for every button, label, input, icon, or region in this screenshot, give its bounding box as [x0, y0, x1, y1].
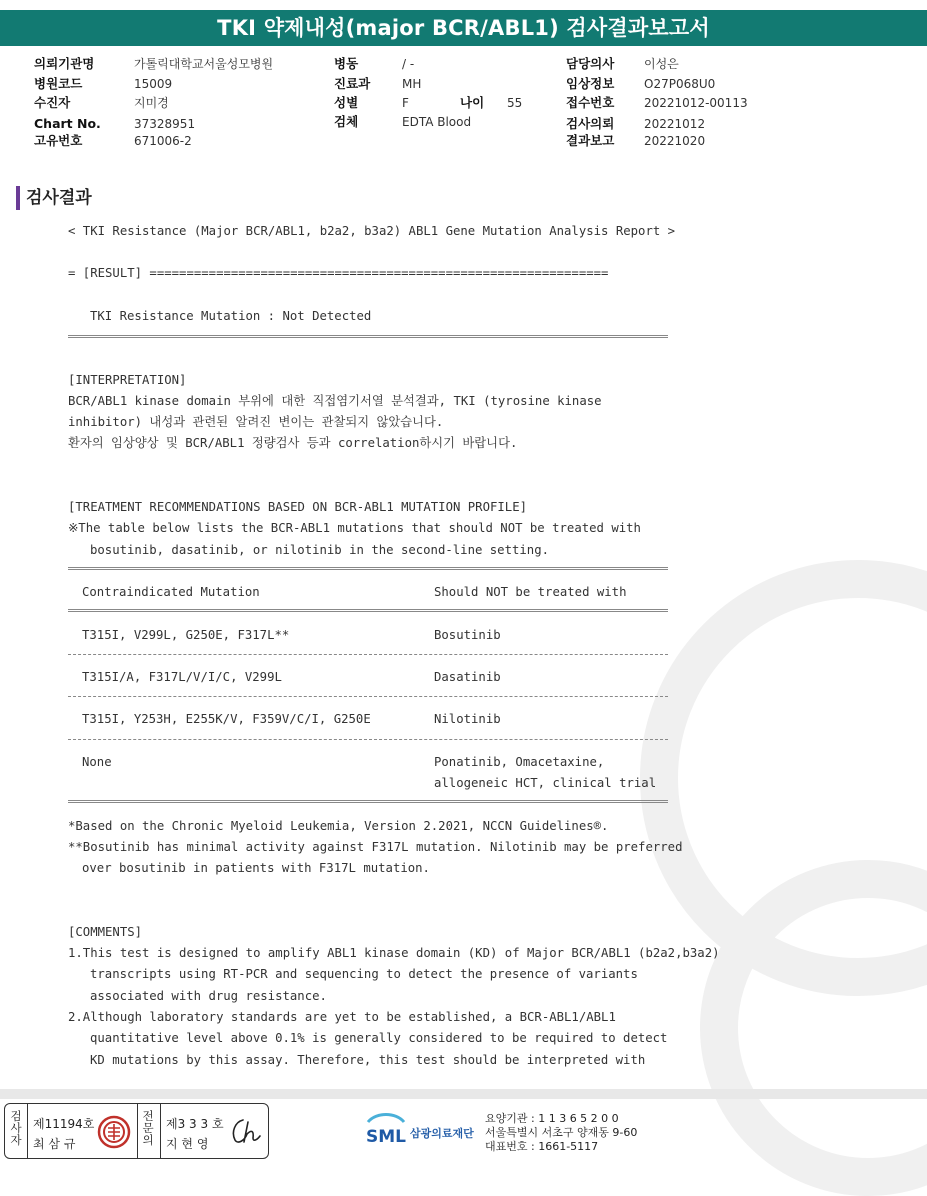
tester-label: 검사자: [10, 1109, 22, 1147]
interpretation-line: 환자의 임상양상 및 BCR/ABL1 정량검사 등과 correlation하시기 바랍니다.: [68, 436, 518, 450]
interpretation-line: BCR/ABL1 kinase domain 부위에 대한 직접염기서열 분석결과, TKI (tyrosine kinase: [68, 394, 602, 408]
hdr-label: 병동: [334, 56, 359, 71]
hdr-label: Chart No.: [34, 116, 101, 131]
hdr-label: 의뢰기관명: [34, 56, 95, 71]
hdr-label: 고유번호: [34, 133, 83, 148]
table-header-drug: Should NOT be treated with: [434, 585, 627, 599]
hdr-label: 검사의뢰: [566, 116, 615, 131]
footnote: *Based on the Chronic Myeloid Leukemia, Version 2.2021, NCCN Guidelines®.: [68, 819, 609, 833]
hdr-value: 20221012-00113: [644, 96, 748, 110]
treatment-note: bosutinib, dasatinib, or nilotinib in the second-line setting.: [90, 543, 550, 557]
table-cell-drug: allogeneic HCT, clinical trial: [434, 776, 657, 790]
reviewer-label: 전문의: [142, 1109, 154, 1147]
hdr-value: 지미경: [134, 96, 169, 110]
hdr-value: / -: [402, 57, 415, 71]
table-cell-drug: Dasatinib: [434, 670, 501, 684]
footer-info-line: 요양기관 : 1 1 3 6 5 2 0 0: [485, 1112, 619, 1125]
comment-line: KD mutations by this assay. Therefore, this test should be interpreted with: [90, 1053, 646, 1067]
table-cell-drug: Bosutinib: [434, 628, 501, 642]
hdr-label: 접수번호: [566, 95, 615, 110]
hdr-label: 성별: [334, 95, 359, 110]
sml-logo-text: SML: [366, 1127, 406, 1147]
report-heading: < TKI Resistance (Major BCR/ABL1, b2a2, b3a2) ABL1 Gene Mutation Analysis Report >: [68, 224, 676, 238]
dashed-rule: [68, 654, 668, 655]
footnote: **Bosutinib has minimal activity against F317L mutation. Nilotinib may be preferred: [68, 840, 683, 854]
section-title: 검사결과: [26, 188, 92, 208]
comment-line: 1.This test is designed to amplify ABL1 kinase domain (KD) of Major BCR/ABL1 (b2a2,b3a2): [68, 946, 720, 960]
table-cell-mutation: T315I/A, F317L/V/I/C, V299L: [82, 670, 282, 684]
hdr-value: 20221012: [644, 117, 706, 131]
result-line: = [RESULT] ==============================================================: [68, 266, 609, 280]
double-rule: [68, 567, 668, 570]
reviewer-name: 지 현 영: [166, 1137, 209, 1151]
hdr-value: 671006-2: [134, 134, 192, 148]
comments-heading: [COMMENTS]: [68, 925, 143, 939]
section-marker: [16, 186, 20, 210]
hdr-value: 37328951: [134, 117, 196, 131]
hdr-value: 20221020: [644, 134, 706, 148]
org-name: 삼광의료재단: [410, 1127, 474, 1140]
tester-name: 최 삼 규: [33, 1137, 76, 1151]
interpretation-heading: [INTERPRETATION]: [68, 373, 187, 387]
divider: [137, 1104, 138, 1158]
table-cell-mutation: None: [82, 755, 112, 769]
dashed-rule: [68, 739, 668, 740]
hdr-value: 가톨릭대학교서울성모병원: [134, 57, 274, 71]
footnote: over bosutinib in patients with F317L mutation.: [82, 861, 430, 875]
tester-seal-icon: [97, 1115, 131, 1149]
dashed-rule: [68, 696, 668, 697]
hdr-value: 55: [507, 96, 523, 110]
hdr-label: 수진자: [34, 95, 71, 110]
footer-info: [485, 1112, 637, 1154]
table-cell-mutation: T315I, Y253H, E255K/V, F359V/C/I, G250E: [82, 712, 371, 726]
report-title: TKI 약제내성(major BCR/ABL1) 검사결과보고서: [0, 10, 927, 46]
hdr-value: EDTA Blood: [402, 115, 472, 129]
hdr-value: MH: [402, 77, 422, 91]
double-rule: [68, 609, 668, 612]
hdr-value: F: [402, 96, 409, 110]
hdr-label: 나이: [460, 95, 485, 110]
divider: [160, 1104, 161, 1158]
table-cell-mutation: T315I, V299L, G250E, F317L**: [82, 628, 290, 642]
hdr-label: 결과보고: [566, 133, 615, 148]
footer-separator: [0, 1089, 927, 1099]
interpretation-line: inhibitor) 내성과 관련된 알려진 변이는 관찰되지 않았습니다.: [68, 415, 444, 429]
table-cell-drug: Ponatinib, Omacetaxine,: [434, 755, 605, 769]
hdr-label: 검체: [334, 114, 359, 129]
comment-line: transcripts using RT-PCR and sequencing to detect the presence of variants: [90, 967, 638, 981]
comment-line: quantitative level above 0.1% is generally considered to be required to detect: [90, 1031, 668, 1045]
table-cell-drug: Nilotinib: [434, 712, 501, 726]
double-rule: [68, 800, 668, 803]
comment-line: associated with drug resistance.: [90, 989, 327, 1003]
hdr-value: 이성은: [644, 57, 679, 71]
divider: [27, 1104, 28, 1158]
signature-icon: [227, 1114, 263, 1148]
footer-info-line: 서울특별시 서초구 양재동 9-60: [485, 1126, 638, 1139]
double-rule: [68, 335, 668, 338]
hdr-label: 진료과: [334, 76, 371, 91]
treatment-heading: [TREATMENT RECOMMENDATIONS BASED ON BCR-ABL1 MUTATION PROFILE]: [68, 500, 528, 514]
hdr-label: 병원코드: [34, 76, 83, 91]
result-text: TKI Resistance Mutation : Not Detected: [90, 309, 372, 323]
tester-license: 제11194호: [33, 1117, 95, 1131]
treatment-note: ※The table below lists the BCR-ABL1 mutations that should NOT be treated with: [68, 521, 641, 535]
comment-line: 2.Although laboratory standards are yet to be established, a BCR-ABL1/ABL1: [68, 1010, 616, 1024]
hdr-label: 담당의사: [566, 56, 615, 71]
reviewer-license: 제3 3 3 호: [166, 1117, 224, 1131]
table-header-mutation: Contraindicated Mutation: [82, 585, 260, 599]
hdr-value: 15009: [134, 77, 173, 91]
sml-logo-icon: [362, 1110, 408, 1150]
hdr-value: O27P068U0: [644, 77, 716, 91]
signature-box: [4, 1103, 269, 1159]
footer-info-line: 대표번호 : 1661-5117: [485, 1140, 599, 1153]
hdr-label: 임상정보: [566, 76, 615, 91]
